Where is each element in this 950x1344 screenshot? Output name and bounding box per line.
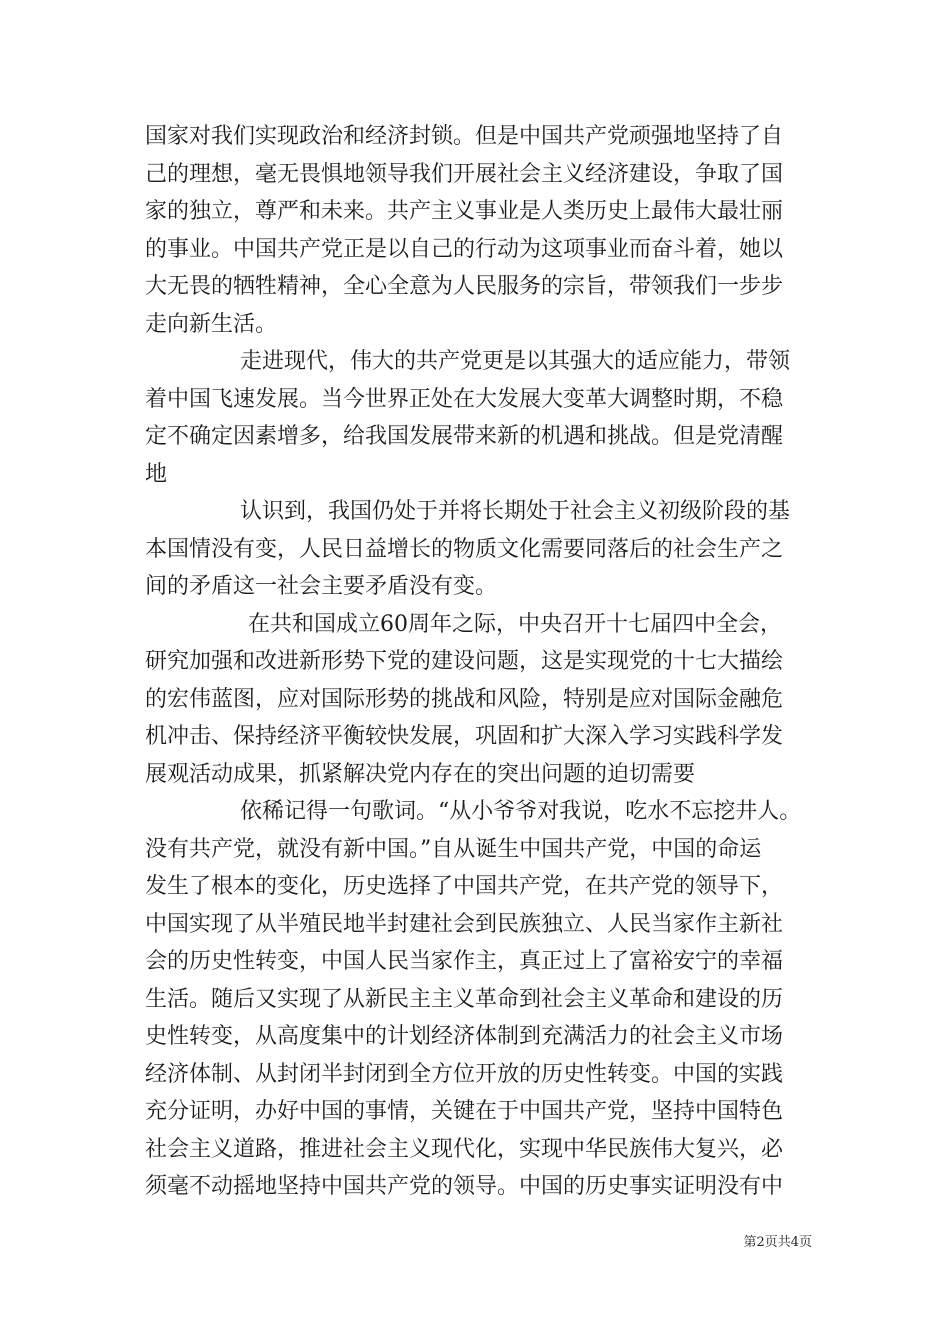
text-line: 定不确定因素增多，给我国发展带来新的机遇和挑战。但是党清醒 bbox=[145, 424, 784, 449]
text-line: 没有共产党，就没有新中国。”自从诞生中国共产党，中国的命运 bbox=[145, 836, 762, 862]
paragraph-1 bbox=[145, 118, 835, 343]
text-line: 家的独立，尊严和未来。共产主义事业是人类历史上最伟大最壮丽 bbox=[145, 199, 784, 224]
text-line: 生活。随后又实现了从新民主主义革命到社会主义革命和建设的历 bbox=[145, 986, 784, 1012]
text-line: 研究加强和改进新形势下党的建设问题，这是实现党的十七大描绘 bbox=[145, 649, 784, 674]
text-line: 史性转变，从高度集中的计划经济体制到充满活力的社会主义市场 bbox=[145, 1024, 784, 1049]
text-line: 依稀记得一句歌词。“从小爷爷对我说，吃水不忘挖井人。 bbox=[240, 799, 802, 824]
paragraph-5 bbox=[145, 793, 835, 1206]
text-line: 须毫不动摇地坚持中国共产党的领导。中国的历史事实证明没有中 bbox=[145, 1174, 784, 1199]
text-line: 大无畏的牺牲精神，全心全意为人民服务的宗旨，带领我们一步步 bbox=[145, 274, 784, 299]
text-line: 走进现代，伟大的共产党更是以其强大的适应能力，带领 bbox=[240, 349, 791, 374]
text-line: 在共和国成立60周年之际，中央召开十七届四中全会， bbox=[248, 611, 782, 637]
paragraph-3 bbox=[145, 493, 835, 606]
text-line: 的事业。中国共产党正是以自己的行动为这项事业而奋斗着，她以 bbox=[145, 236, 784, 262]
page-number-footer: 第2页共4页 bbox=[743, 1235, 812, 1250]
text-line: 走向新生活。 bbox=[145, 311, 278, 337]
text-line: 社会主义道路，推进社会主义现代化，实现中华民族伟大复兴，必 bbox=[145, 1136, 784, 1162]
text-line: 着中国飞速发展。当今世界正处在大发展大变革大调整时期，不稳 bbox=[145, 386, 784, 412]
text-line: 认识到，我国仍处于并将长期处于社会主义初级阶段的基 bbox=[240, 499, 791, 524]
text-line: 国家对我们实现政治和经济封锁。但是中国共产党顽强地坚持了自 bbox=[145, 124, 784, 149]
text-line: 本国情没有变，人民日益增长的物质文化需要同落后的社会生产之 bbox=[145, 536, 784, 562]
text-line: 发生了根本的变化，历史选择了中国共产党，在共产党的领导下， bbox=[145, 874, 784, 899]
text-line: 中国实现了从半殖民地半封建社会到民族独立、人民当家作主新社 bbox=[145, 911, 784, 937]
text-line: 间的矛盾这一社会主要矛盾没有变。 bbox=[145, 574, 498, 599]
text-line: 会的历史性转变，中国人民当家作主，真正过上了富裕安宁的幸福 bbox=[145, 949, 784, 974]
paragraph-2 bbox=[145, 343, 835, 493]
text-line: 充分证明，办好中国的事情，关键在于中国共产党，坚持中国特色 bbox=[145, 1099, 784, 1124]
body-text bbox=[145, 118, 835, 1206]
text-line: 己的理想，毫无畏惧地领导我们开展社会主义经济建设，争取了国 bbox=[145, 161, 784, 187]
text-line: 的宏伟蓝图，应对国际形势的挑战和风险，特别是应对国际金融危 bbox=[145, 686, 784, 712]
text-line: 经济体制、从封闭半封闭到全方位开放的历史性转变。中国的实践 bbox=[145, 1061, 784, 1087]
paragraph-4 bbox=[145, 606, 835, 794]
text-line: 机冲击、保持经济平衡较快发展，巩固和扩大深入学习实践科学发 bbox=[145, 724, 784, 749]
text-line: 地 bbox=[145, 461, 168, 487]
text-line: 展观活动成果，抓紧解决党内存在的突出问题的迫切需要 bbox=[145, 761, 696, 787]
